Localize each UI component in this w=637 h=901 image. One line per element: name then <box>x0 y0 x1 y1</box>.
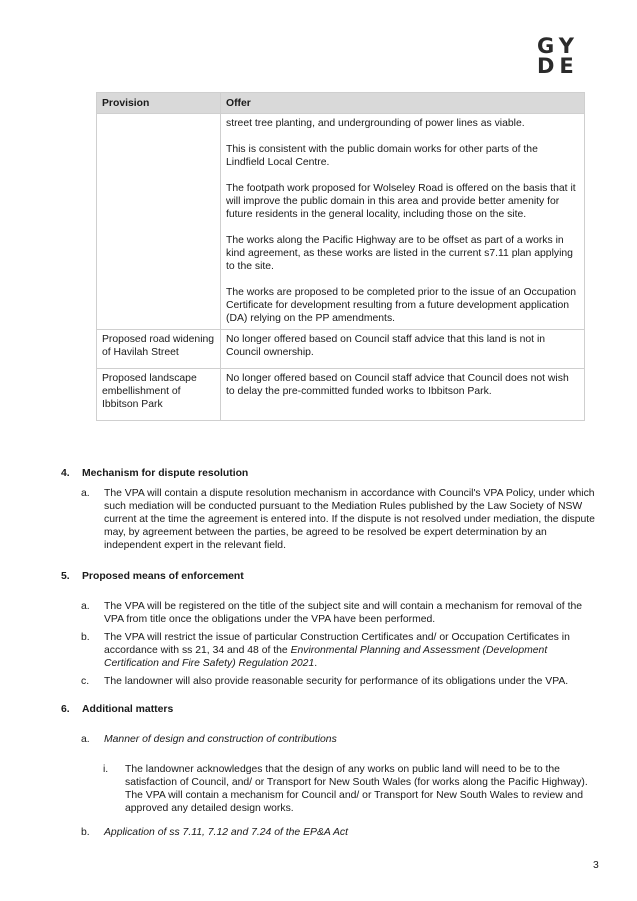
list-text: The VPA will restrict the issue of particular Construction Certificates and/ or Occupation Certificates in accordance with ss 21, 34 and 48 of the <box>104 632 570 656</box>
section-5 <box>61 570 601 688</box>
page-number: 3 <box>593 860 599 871</box>
section-title: Additional matters <box>82 704 174 715</box>
list-text: The VPA will be registered on the title of the subject site and will contain a mechanism for removal of the VPA from title once the obligations under the VPA have been performed. <box>104 601 583 625</box>
table-row <box>97 369 585 421</box>
section-number: 5. <box>61 571 70 582</box>
offer-paragraph: street tree planting, and undergrounding of power lines as viable. <box>226 118 525 129</box>
list-marker: b. <box>81 827 90 838</box>
offer-cell: No longer offered based on Council staff advice that this land is not in Council ownership. <box>221 330 585 369</box>
offer-paragraph: The works along the Pacific Highway are to be offset as part of a works in kind agreement, as these works are listed in the current s7.11 plan applying to the site. <box>226 235 573 272</box>
subsection-title: Application of ss 7.11, 7.12 and 7.24 of the EP&A Act <box>104 827 348 838</box>
offer-cell: No longer offered based on Council staff advice that Council does not wish to delay the pre-committed funded works to Ibbitson Park. <box>221 369 585 421</box>
list-item <box>61 733 601 746</box>
header-offer: Offer <box>221 93 585 114</box>
section-heading <box>61 467 601 480</box>
list-item <box>61 763 601 815</box>
section-number: 6. <box>61 704 70 715</box>
provision-offer-table <box>96 92 585 421</box>
section-title: Proposed means of enforcement <box>82 571 244 582</box>
list-text: The landowner acknowledges that the design of any works on public land will need to be to the satisfaction of Council, and/ or Transport for New South Wales (for works along the Pacific Highway). The VPA will contain a mechanism for Council and/ or Transport for New South Wales to review and approved any detailed design works. <box>125 764 588 814</box>
table-row <box>97 330 585 369</box>
list-item <box>61 600 601 626</box>
list-marker: b. <box>81 632 90 643</box>
list-marker: a. <box>81 601 90 612</box>
list-item <box>61 826 601 839</box>
section-4 <box>61 467 601 552</box>
section-number: 4. <box>61 468 70 479</box>
table-row <box>97 114 585 330</box>
list-item <box>61 631 601 670</box>
offer-cell <box>221 114 585 330</box>
list-text-end: . <box>314 658 318 669</box>
list-marker: i. <box>103 764 109 775</box>
list-marker: a. <box>81 734 90 745</box>
subsection-title: Manner of design and construction of contributions <box>104 734 337 745</box>
logo-line-1: GY <box>537 34 579 58</box>
list-marker: a. <box>81 488 90 499</box>
provision-cell <box>97 114 221 330</box>
regulation-title: Environmental Planning and Assessment (Development Certification and Fire Safety) Regulation 2021 <box>104 645 548 669</box>
offer-paragraph: This is consistent with the public domain works for other parts of the Lindfield Local Centre. <box>226 144 538 168</box>
offer-paragraph: The footpath work proposed for Wolseley Road is offered on the basis that it will improve the public domain in this area and provide better amenity for future residents in the general locality, including those on the site. <box>226 183 576 220</box>
list-item <box>61 675 601 688</box>
list-marker: c. <box>81 676 90 687</box>
gyde-logo <box>537 36 601 76</box>
provision-cell: Proposed road widening of Havilah Street <box>97 330 221 369</box>
list-text: The landowner will also provide reasonable security for performance of its obligations under the VPA. <box>104 676 569 687</box>
list-text: The VPA will contain a dispute resolution mechanism in accordance with Council's VPA Policy, under which such mediation will be conducted pursuant to the Mediation Rules published by the Law Society of NSW current at the time the agreement is entered into. If the dispute is not resolved under mediation, the dispute may, by agreement between the parties, be agreed to be resolved be expert determination by an independent expert in the relevant field. <box>104 488 595 551</box>
section-heading <box>61 570 601 583</box>
offer-paragraph: The works are proposed to be completed prior to the issue of an Occupation Certificate for development resulting from a future development application (DA) relying on the PP amendments. <box>226 287 577 324</box>
section-title: Mechanism for dispute resolution <box>82 468 249 479</box>
provision-cell: Proposed landscape embellishment of Ibbitson Park <box>97 369 221 421</box>
header-provision: Provision <box>97 93 221 114</box>
section-heading <box>61 703 601 716</box>
section-6 <box>61 703 601 839</box>
table-header-row <box>97 93 585 114</box>
logo-line-2: DE <box>537 54 579 78</box>
list-item <box>61 487 601 552</box>
